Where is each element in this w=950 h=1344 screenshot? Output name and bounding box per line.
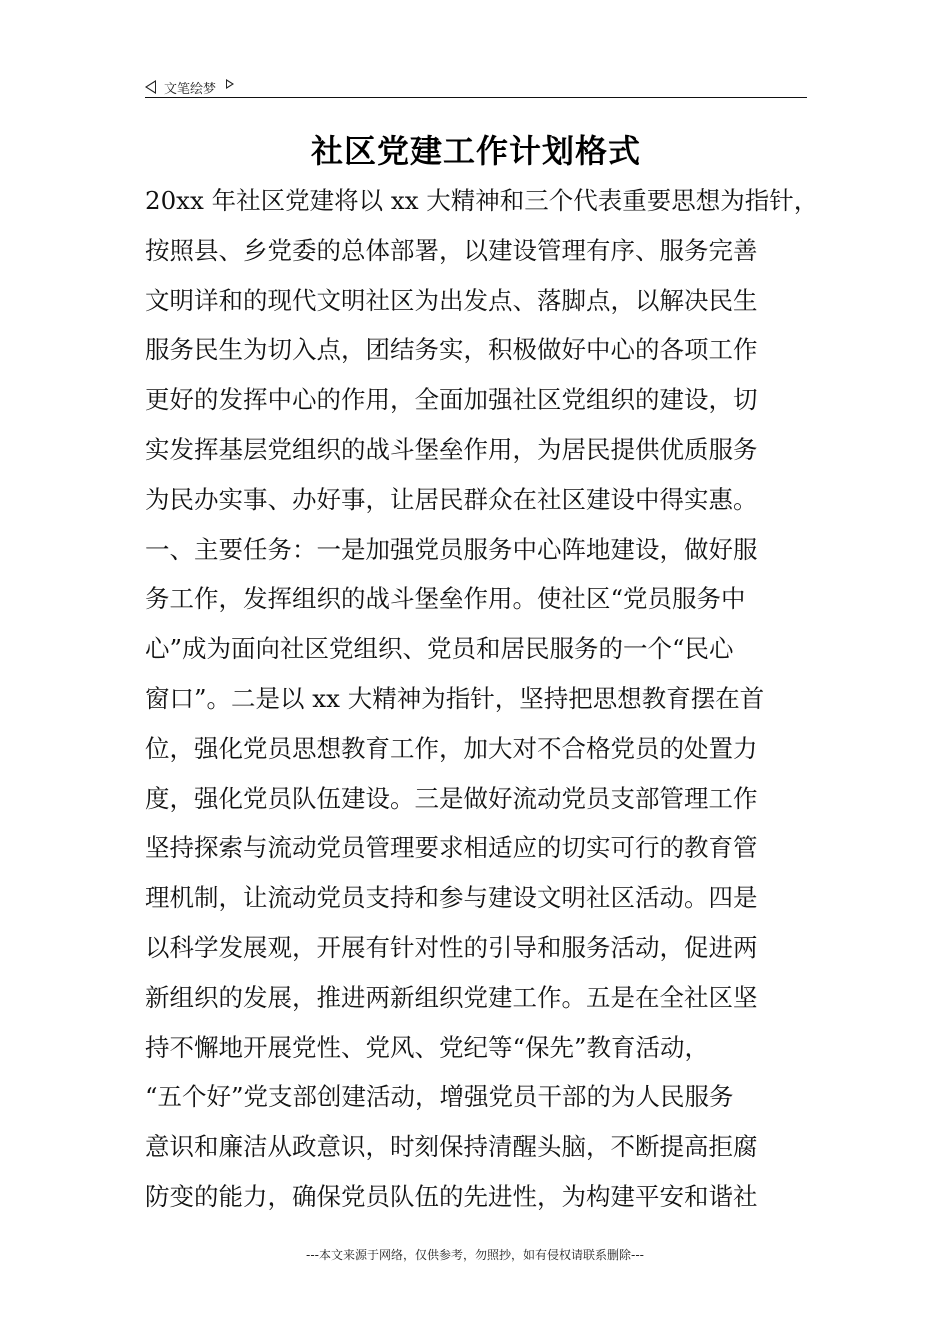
body-line: 持不懈地开展党性、党风、党纪等“保先”教育活动， xyxy=(145,1032,710,1062)
page-header xyxy=(145,76,807,98)
body-line: 更好的发挥中心的作用，全面加强社区党组织的建设，切 xyxy=(145,385,758,415)
body-line: 为民办实事、办好事，让居民群众在社区建设中得实惠。 xyxy=(145,484,758,514)
triangle-right-icon xyxy=(226,79,234,89)
triangle-left-icon xyxy=(145,80,156,94)
header-brand: 文笔绘梦 xyxy=(164,81,217,97)
body-line: 以科学发展观，开展有针对性的引导和服务活动，促进两 xyxy=(145,932,758,962)
body-line: 服务民生为切入点，团结务实，积极做好中心的各项工作 xyxy=(145,335,758,365)
body-line: 务工作，发挥组织的战斗堡垒作用。使社区“党员服务中 xyxy=(145,584,746,614)
body-line: 理机制，让流动党员支持和参与建设文明社区活动。四是 xyxy=(145,883,758,913)
body-line: 窗口”。二是以 xx 大精神为指针，坚持把思想教育摆在首 xyxy=(145,683,765,713)
body-line: 一、主要任务：一是加强党员服务中心阵地建设，做好服 xyxy=(145,534,758,564)
document-title: 社区党建工作计划格式 xyxy=(310,132,641,170)
body-line: 坚持探索与流动党员管理要求相适应的切实可行的教育管 xyxy=(145,833,758,863)
body-line: 位，强化党员思想教育工作，加大对不合格党员的处置力 xyxy=(145,733,758,763)
document-body xyxy=(145,176,819,1222)
body-line: 意识和廉洁从政意识，时刻保持清醒头脑，不断提高拒腐 xyxy=(145,1132,758,1162)
body-line: 文明详和的现代文明社区为出发点、落脚点，以解决民生 xyxy=(145,285,758,315)
body-line: “五个好”党支部创建活动，增强党员干部的为人民服务 xyxy=(145,1082,734,1112)
body-line: 新组织的发展，推进两新组织党建工作。五是在全社区坚 xyxy=(145,982,758,1012)
body-line: 心”成为面向社区党组织、党员和居民服务的一个“民心 xyxy=(145,634,734,664)
body-line: 20xx 年社区党建将以 xx 大精神和三个代表重要思想为指针， xyxy=(145,186,819,215)
body-line: 度，强化党员队伍建设。三是做好流动党员支部管理工作 xyxy=(145,783,758,813)
header-divider xyxy=(145,97,807,98)
footer-disclaimer: ---本文来源于网络，仅供参考，勿照抄，如有侵权请联系删除--- xyxy=(306,1248,644,1262)
body-line: 按照县、乡党委的总体部署，以建设管理有序、服务完善 xyxy=(145,235,758,265)
body-line: 实发挥基层党组织的战斗堡垒作用，为居民提供优质服务 xyxy=(145,434,758,464)
body-line: 防变的能力，确保党员队伍的先进性，为构建平安和谐社 xyxy=(145,1181,758,1211)
